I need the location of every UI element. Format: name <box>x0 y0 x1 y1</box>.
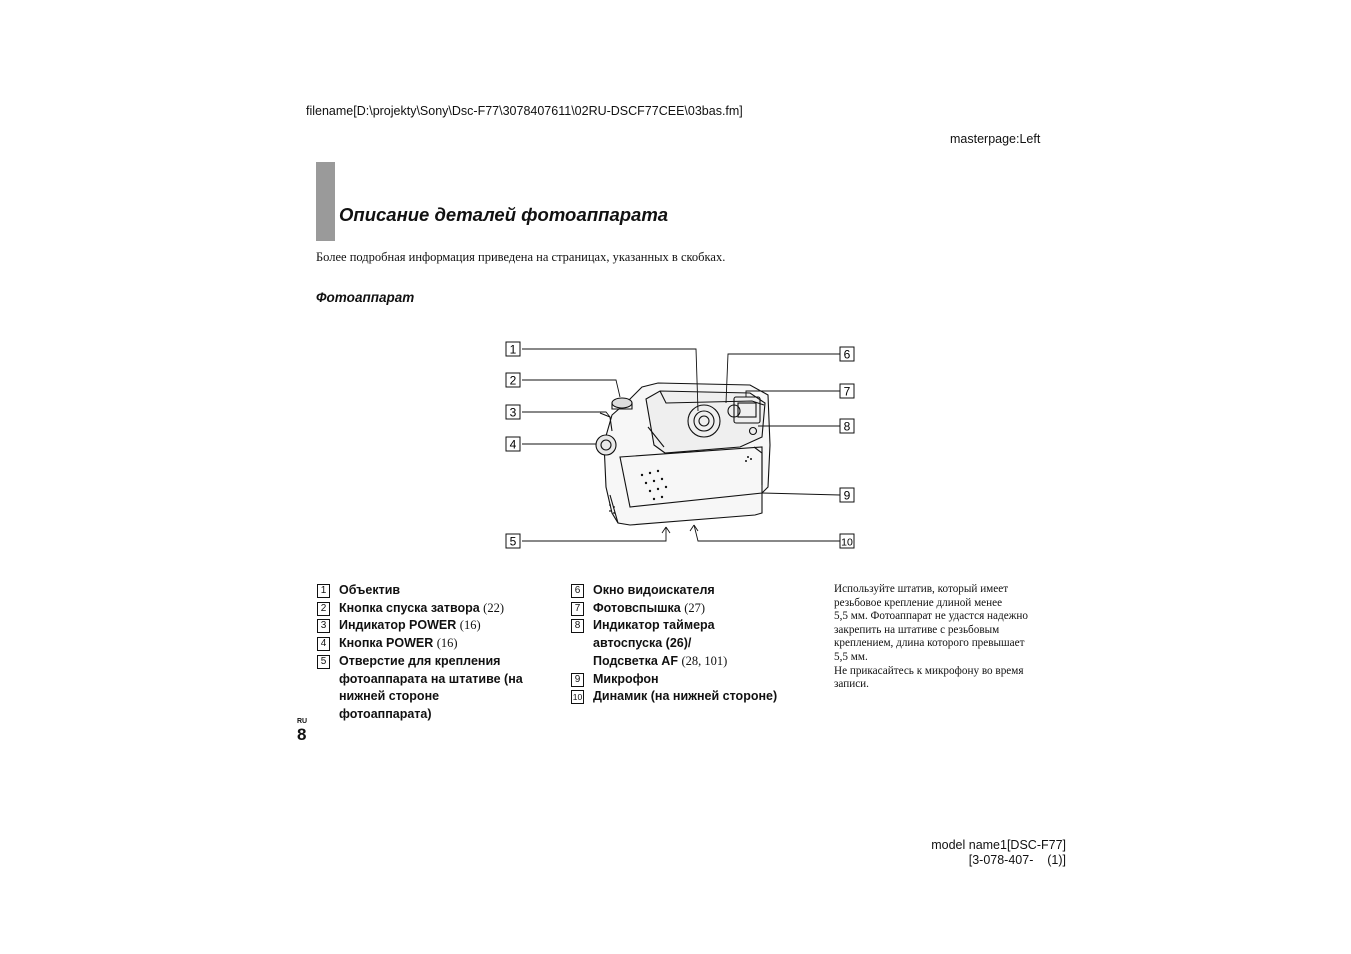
callout-4: 4 <box>509 437 517 452</box>
item-number: 7 <box>571 602 584 616</box>
note-line: 5,5 мм. <box>834 650 868 663</box>
item-label: Фотовспышка <box>593 600 681 615</box>
item-number: 2 <box>317 602 330 616</box>
item-label: Окно видоискателя <box>593 583 715 597</box>
list-item <box>317 635 523 653</box>
title-accent-bar <box>316 162 335 241</box>
list-item <box>571 600 777 618</box>
item-label-line: Индикатор таймера <box>593 618 715 633</box>
note-line: Не прикасайтесь к микрофону во время <box>834 664 1024 677</box>
list-item <box>317 617 523 635</box>
intro-text: Более подробная информация приведена на страницах, указанных в скобках. <box>316 250 726 264</box>
note-line: записи. <box>834 678 869 691</box>
subsection-title: Фотоаппарат <box>316 290 415 305</box>
item-label-line: Отверстие для крепления <box>339 653 501 668</box>
item-pages: (27) <box>684 600 706 615</box>
list-item <box>571 671 777 689</box>
list-item <box>317 653 523 724</box>
tripod-note <box>834 583 1054 692</box>
item-number: 6 <box>571 584 584 598</box>
callout-2: 2 <box>509 373 517 388</box>
item-pages: (22) <box>483 600 504 615</box>
item-label: Микрофон <box>593 671 659 686</box>
section-title: Описание деталей фотоаппарата <box>339 204 669 225</box>
callout-8: 8 <box>843 419 851 434</box>
item-number: 9 <box>571 673 584 687</box>
parts-list-left <box>317 582 523 724</box>
item-label: Объектив <box>339 583 401 597</box>
item-label: Индикатор POWER <box>339 618 457 633</box>
language-code: RU <box>297 718 308 725</box>
item-number: 10 <box>572 692 583 703</box>
item-number: 8 <box>571 619 584 633</box>
callout-7: 7 <box>843 384 851 399</box>
callout-10: 10 <box>841 536 853 549</box>
list-item <box>317 582 523 600</box>
item-pages: (16) <box>436 636 458 651</box>
footer-line-1: model name1[DSC-F77] <box>931 838 1066 852</box>
page-number: 8 <box>297 725 307 744</box>
item-label-line: автоспуска (26)/ <box>593 636 692 651</box>
header-filename: filename[D:\projekty\Sony\Dsc-F77\3078407611\02RU-DSCF77CEE\03bas.fm] <box>306 104 743 118</box>
callout-3: 3 <box>509 405 517 420</box>
header-masterpage: masterpage:Left <box>950 132 1041 146</box>
callout-6: 6 <box>843 347 851 362</box>
list-item <box>571 617 777 670</box>
note-line: закрепить на штативе с резьбовым <box>834 623 1000 636</box>
list-item <box>571 688 777 706</box>
note-line: 5,5 мм. Фотоаппарат не удастся надежно <box>834 610 1028 623</box>
item-label: Динамик (на нижней стороне) <box>593 689 778 704</box>
parts-list-right <box>571 582 777 706</box>
note-line: креплением, длина которого превышает <box>834 637 1025 650</box>
item-label-line: нижней стороне <box>339 689 440 704</box>
callout-9: 9 <box>843 488 851 503</box>
item-number: 5 <box>317 655 330 669</box>
note-line: Используйте штатив, который имеет <box>834 583 1009 595</box>
callout-1: 1 <box>509 342 517 357</box>
item-number: 4 <box>317 637 330 651</box>
item-number: 3 <box>317 619 330 633</box>
list-item <box>317 600 523 618</box>
item-label: Кнопка POWER <box>339 636 434 651</box>
item-label-line: фотоаппарата на штативе (на <box>339 671 523 686</box>
note-line: резьбовое крепление длиной менее <box>834 596 1003 609</box>
item-pages: (16) <box>459 618 481 633</box>
camera-diagram <box>500 335 860 555</box>
list-item <box>571 582 777 600</box>
item-pages: (28, 101) <box>681 653 728 668</box>
item-label: Кнопка спуска затвора <box>339 600 480 615</box>
item-label-line: Подсветка AF <box>593 653 678 668</box>
footer-model <box>931 838 1066 868</box>
callout-5: 5 <box>509 534 517 549</box>
item-label-line: фотоаппарата) <box>339 706 432 721</box>
item-number: 1 <box>317 584 330 598</box>
footer-line-2: [3-078-407- (1)] <box>968 853 1066 867</box>
